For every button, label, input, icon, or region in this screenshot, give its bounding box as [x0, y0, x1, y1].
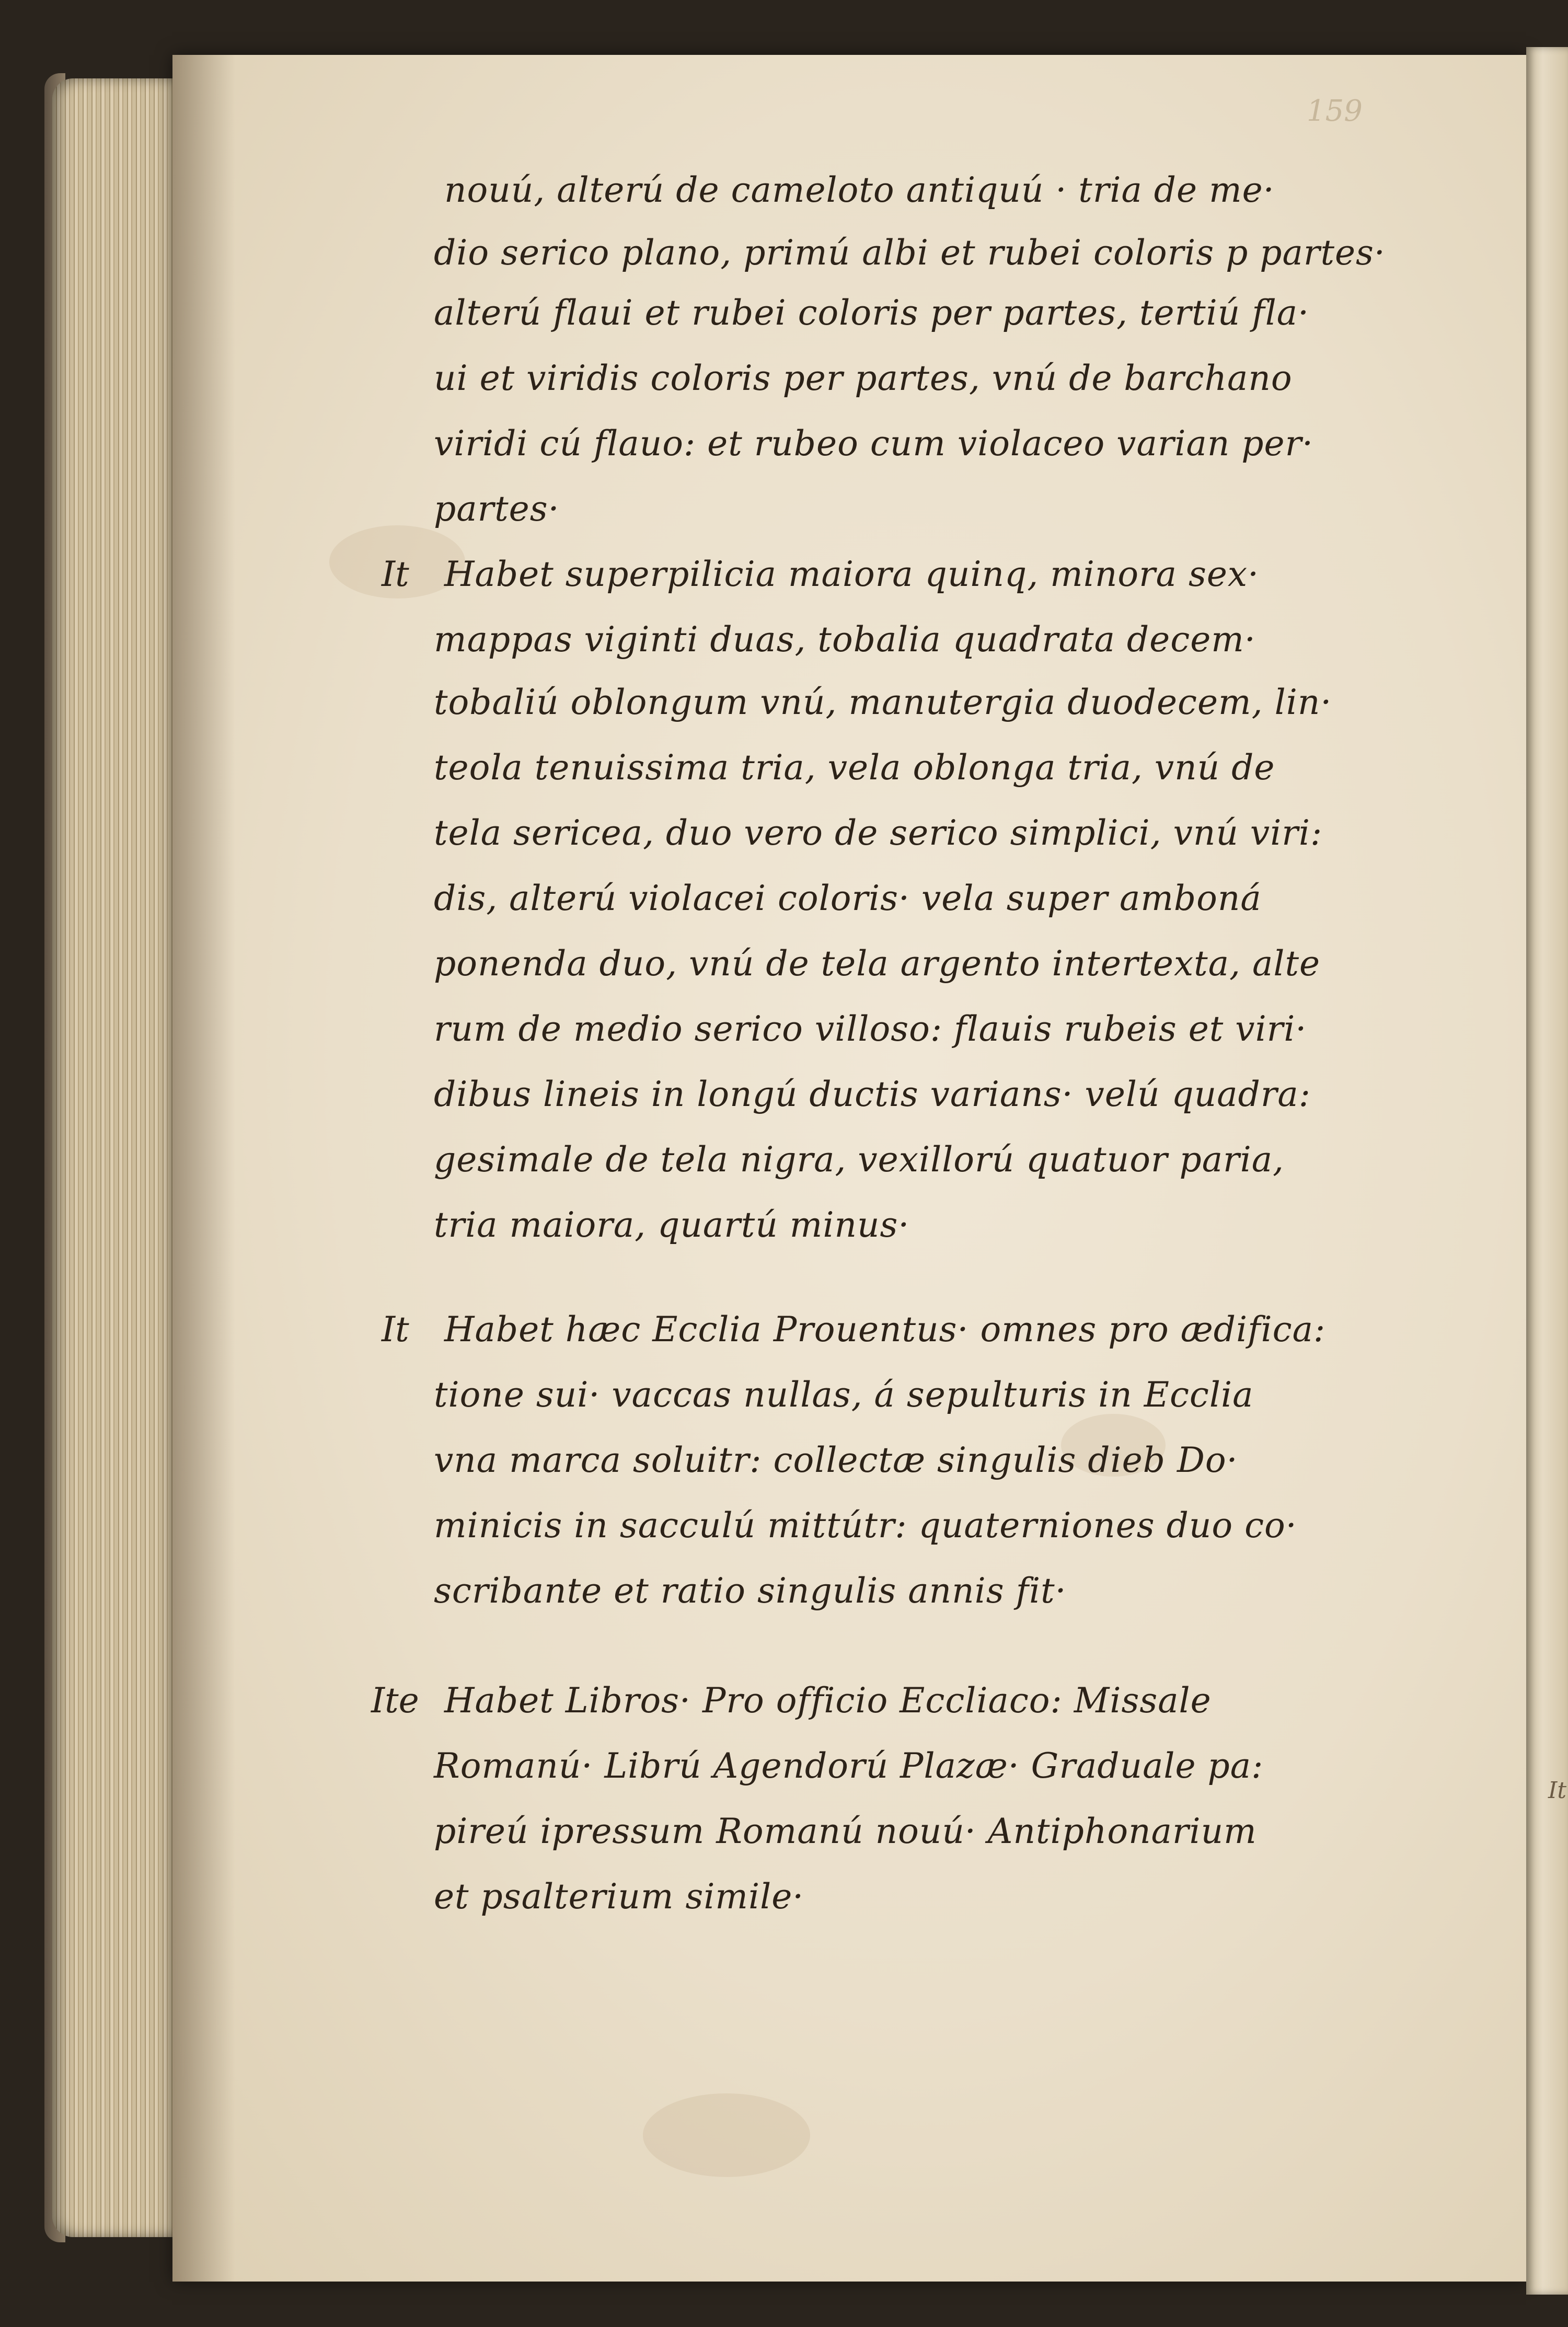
text-line: vna marca soluitr: collectæ singulis dieb Do· — [434, 1440, 1238, 1480]
foxing-stain — [643, 2093, 810, 2177]
next-page-mark: It — [1548, 1777, 1567, 1804]
text-line: Romanú· Librú Agendorú Plazæ· Graduale pa: — [434, 1746, 1264, 1786]
item-marker: Ite — [371, 1680, 419, 1721]
text-line: alterú flaui et rubei coloris per partes, tertiú fla· — [434, 293, 1310, 333]
text-line: dis, alterú violacei coloris· vela super amboná — [434, 878, 1262, 918]
next-page-edge — [1526, 47, 1568, 2295]
text-line: tione sui· vaccas nullas, á sepulturis in Ecclia — [434, 1375, 1254, 1415]
text-line: dio serico plano, primú albi et rubei coloris p partes· — [434, 233, 1386, 273]
page-gutter-shadow — [172, 55, 235, 2282]
text-line: tria maiora, quartú minus· — [434, 1205, 910, 1245]
text-line: Habet Libros· Pro officio Eccliaco: Missale — [444, 1680, 1212, 1721]
item-marker: It — [382, 1309, 409, 1350]
text-line: et psalterium simile· — [434, 1876, 804, 1917]
page-edges — [52, 78, 178, 2237]
text-line: minicis in sacculú mittútr: quaterniones duo co· — [434, 1505, 1297, 1546]
text-line: tobaliú oblongum vnú, manutergia duodecem, lin· — [434, 682, 1332, 722]
text-line: tela sericea, duo vero de serico simplici, vnú viri: — [434, 813, 1323, 853]
text-line: partes· — [434, 489, 560, 529]
text-line: scribante et ratio singulis annis fit· — [434, 1571, 1067, 1611]
text-line: ui et viridis coloris per partes, vnú de barchano — [434, 358, 1293, 398]
text-line: gesimale de tela nigra, vexillorú quatuor paria, — [434, 1139, 1285, 1180]
text-line: viridi cú flauo: et rubeo cum violaceo varian per· — [434, 423, 1314, 464]
text-line: ponenda duo, vnú de tela argento intertexta, alte — [434, 943, 1321, 984]
text-line: nouú, alterú de cameloto antiquú · tria de me· — [444, 170, 1275, 210]
text-line: teola tenuissima tria, vela oblonga tria, vnú de — [434, 747, 1275, 788]
text-line: Habet hæc Ecclia Prouentus· omnes pro ædifica: — [444, 1309, 1326, 1350]
text-line: dibus lineis in longú ductis varians· velú quadra: — [434, 1074, 1311, 1114]
text-line: rum de medio serico villoso: flauis rubeis et viri· — [434, 1009, 1307, 1049]
text-line: mappas viginti duas, tobalia quadrata decem· — [434, 619, 1256, 660]
item-marker: It — [382, 554, 409, 594]
text-line: Habet superpilicia maiora quinq, minora sex· — [444, 554, 1260, 594]
text-line: pireú ipressum Romanú nouú· Antiphonarium — [434, 1811, 1257, 1851]
folio-number: 159 — [1307, 94, 1363, 128]
